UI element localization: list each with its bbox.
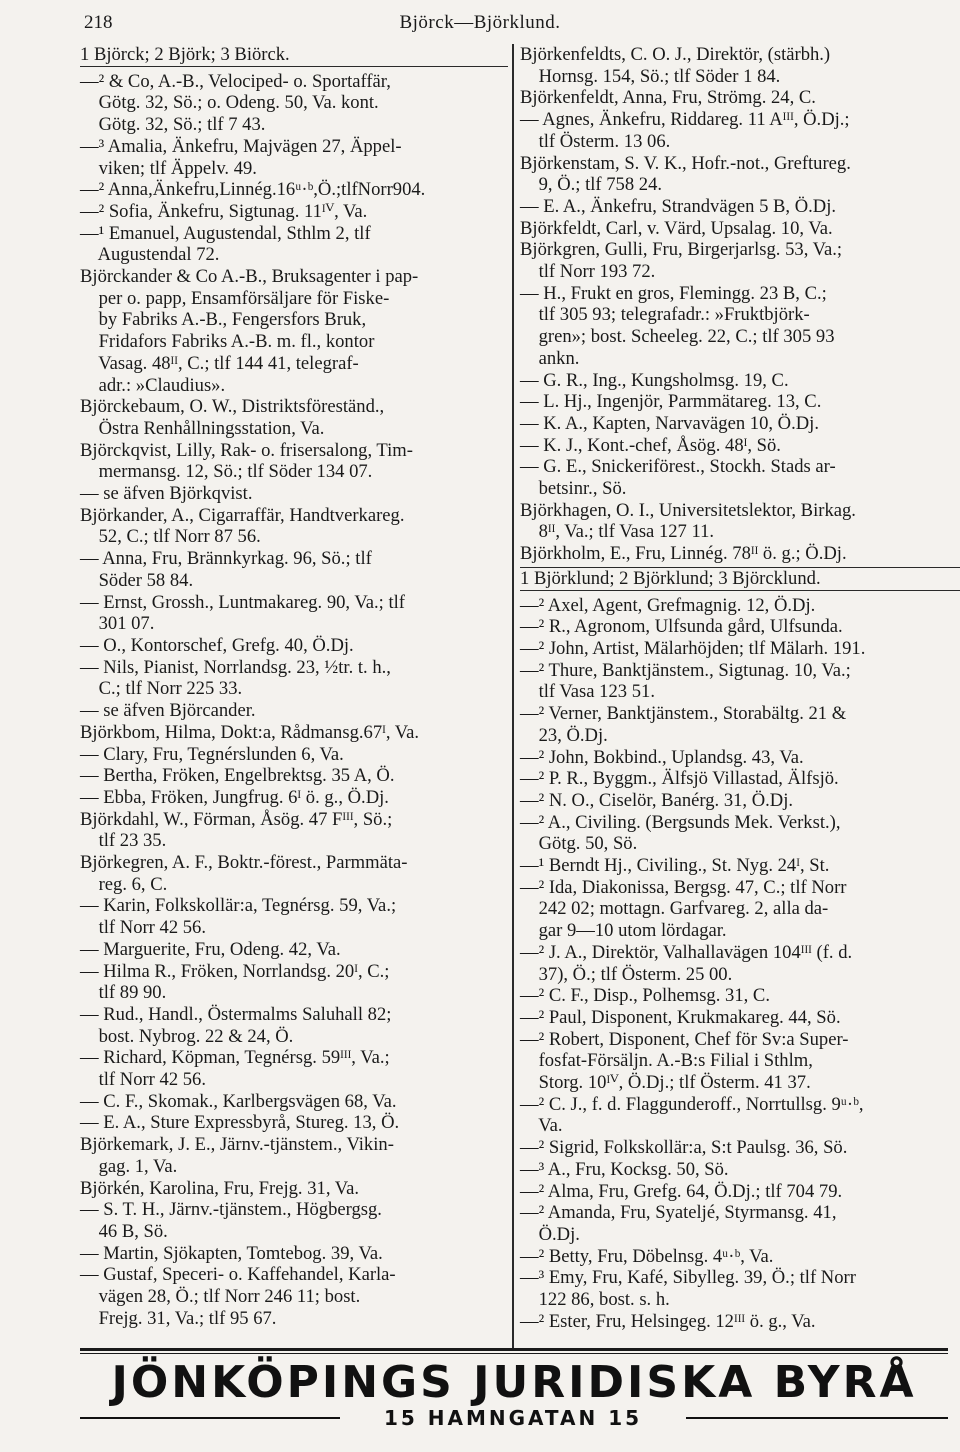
directory-entry-line: tlf Norr 42 56.	[80, 917, 207, 939]
directory-entry-line: Hornsg. 154, Sö.; tlf Söder 1 84.	[520, 65, 781, 87]
advertisement-address: 15 HAMNGATAN 15	[383, 1406, 643, 1430]
directory-entry-line: —² R., Agronom, Ulfsunda gård, Ulfsunda.	[520, 616, 843, 638]
directory-entry-line: —² Ida, Diakonissa, Bergsg. 47, C.; tlf Norr	[520, 876, 847, 898]
directory-entry-line: 37), Ö.; tlf Österm. 25 00.	[520, 963, 733, 985]
directory-entry-line: adr.: »Claudius».	[80, 374, 226, 396]
directory-entry-line: —² Sofia, Änkefru, Sigtunag. 11ᴵⱽ, Va.	[80, 200, 368, 222]
directory-entry-line: — Karin, Folkskollär:a, Tegnérsg. 59, Va.;	[80, 895, 397, 917]
directory-entry-line: tlf Österm. 13 06.	[520, 130, 671, 152]
directory-entry-line: —² & Co, A.-B., Velociped- o. Sportaffär,	[80, 70, 391, 92]
directory-entry-line: 23, Ö.Dj.	[520, 724, 608, 746]
directory-entry-line: — O., Kontorschef, Grefg. 40, Ö.Dj.	[80, 634, 354, 656]
directory-entry-line: — G. E., Snickeriförest., Stockh. Stads ar-	[520, 456, 836, 478]
directory-entry-line: —³ Amalia, Änkefru, Majvägen 27, Äppel-	[80, 135, 402, 157]
directory-entry-line: — se äfven Björkqvist.	[80, 483, 253, 505]
page-number: 218	[84, 12, 113, 33]
directory-entry-line: Björckebaum, O. W., Distriktsföreständ.,	[80, 396, 385, 418]
directory-entry-line: fosfat-Försäljn. A.-B:s Filial i Sthlm,	[520, 1050, 813, 1072]
directory-entry-line: — se äfven Björcander.	[80, 700, 256, 722]
directory-entry-line: Augustendal 72.	[80, 244, 220, 266]
directory-entry-line: —² John, Bokbind., Uplandsg. 43, Va.	[520, 746, 804, 768]
directory-entry-line: Söder 58 84.	[80, 569, 194, 591]
directory-entry-line: 301 07.	[80, 613, 155, 635]
directory-entry-line: —² Ester, Fru, Helsingeg. 12ᴵᴵᴵ ö. g., Va.	[520, 1310, 816, 1332]
directory-entry-line: Björkegren, A. F., Boktr.-förest., Parmmäta-	[80, 852, 408, 874]
directory-entry-line: 9, Ö.; tlf 758 24.	[520, 174, 663, 196]
directory-entry-line: — Agnes, Änkefru, Riddareg. 11 Aᴵᴵᴵ, Ö.Dj.;	[520, 109, 850, 131]
footer-rule-thin	[80, 1353, 948, 1354]
directory-entry-line: tlf 305 93; telegrafadr.: »Fruktbjörk-	[520, 304, 810, 326]
directory-entry-line: Björkgren, Gulli, Fru, Birgerjarlsg. 53, Va.;	[520, 239, 843, 261]
directory-entry-line: —² Amanda, Fru, Syatelјé, Styrmansg. 41,	[520, 1202, 837, 1224]
directory-entry-line: — K. A., Kapten, Narvavägen 10, Ö.Dj.	[520, 412, 819, 434]
directory-entry-line: reg. 6, C.	[80, 873, 168, 895]
directory-entry-line: —² Robert, Disponent, Chef för Sv:a Super-	[520, 1028, 849, 1050]
right-column	[520, 44, 960, 1332]
directory-entry-line: tlf 89 90.	[80, 982, 167, 1004]
directory-entry-line: Björkemark, J. E., Järnv.-tjänstem., Vikin-	[80, 1134, 394, 1156]
directory-entry-line: Götg. 32, Sö.; o. Odeng. 50, Va. kont.	[80, 92, 379, 114]
directory-entry-line: Björkander, A., Cigarraffär, Handtverkareg.	[80, 504, 405, 526]
directory-entry-line: —² Thure, Banktjänstem., Sigtunag. 10, Va.;	[520, 659, 851, 681]
directory-entry-line: gag. 1, Va.	[80, 1155, 178, 1177]
directory-entry-line: by Fabriks A.-B., Fengersfors Bruk,	[80, 309, 367, 331]
directory-entry-line: Björkenfeldt, Anna, Fru, Strömg. 24, C.	[520, 87, 816, 109]
directory-entry-line: —² John, Artist, Mälarhöjden; tlf Mälarh. 191.	[520, 637, 866, 659]
directory-entry-line: bost. Nybrog. 22 & 24, Ö.	[80, 1025, 294, 1047]
directory-entry-line: Fridafors Fabriks A.-B. m. fl., kontor	[80, 331, 375, 353]
directory-entry-line: —² C. F., Disp., Polhemsg. 31, C.	[520, 985, 770, 1007]
directory-entry-line: Björkenfeldts, C. O. J., Direktör, (stärbh.)	[520, 44, 831, 65]
directory-entry-line: Vasag. 48ᴵᴵ, C.; tlf 144 41, telegraf-	[80, 352, 359, 374]
directory-entry-line: —² Axel, Agent, Grefmagnig. 12, Ö.Dj.	[520, 594, 816, 616]
directory-entry-line: tlf Norr 42 56.	[80, 1069, 207, 1091]
directory-entry-line: 52, C.; tlf Norr 87 56.	[80, 526, 261, 548]
directory-entry-line: Götg. 50, Sö.	[520, 833, 638, 855]
advertisement-line-right	[686, 1417, 948, 1419]
directory-entry-line: 122 86, bost. s. h.	[520, 1289, 670, 1311]
directory-entry-line: Storg. 10ᴵⱽ, Ö.Dj.; tlf Österm. 41 37.	[520, 1072, 811, 1094]
directory-entry-line: — S. T. H., Järnv.-tjänstem., Högbergsg.	[80, 1199, 382, 1221]
directory-entry-line: —² Betty, Fru, Döbelnsg. 4ᵘ·ᵇ, Va.	[520, 1245, 774, 1267]
directory-entry-line: — Richard, Köpman, Tegnérsg. 59ᴵᴵᴵ, Va.;	[80, 1047, 390, 1069]
directory-entry-line: Björkenstam, S. V. K., Hofr.-not., Greftureg.	[520, 152, 851, 174]
directory-entry-line: Björckqvist, Lilly, Rak- o. frisersalong, Tim-	[80, 439, 413, 461]
directory-entry-line: —² Verner, Banktjänstem., Storabältg. 21 &	[520, 703, 847, 725]
directory-entry-line: —¹ Berndt Hj., Civiling., St. Nyg. 24ᴵ, St.	[520, 855, 830, 877]
directory-entry-line: — Anna, Fru, Brännkyrkag. 96, Sö.; tlf	[80, 548, 372, 570]
directory-entry-line: Va.	[520, 1115, 563, 1137]
directory-entry-line: —² J. A., Direktör, Valhallavägen 104ᴵᴵᴵ (f. d.	[520, 941, 853, 963]
section-heading: 1 Björck; 2 Björk; 3 Biörck.	[80, 44, 508, 67]
directory-entry-line: — Ebba, Fröken, Jungfrug. 6ᴵ ö. g., Ö.Dj.	[80, 786, 389, 808]
directory-entry-line: — Bertha, Fröken, Engelbrektsg. 35 A, Ö.	[80, 765, 395, 787]
directory-entry-line: Björkén, Karolina, Fru, Frejg. 31, Va.	[80, 1177, 360, 1199]
directory-entry-line: — Nils, Pianist, Norrlandsg. 23, ½tr. t. h.,	[80, 656, 391, 678]
directory-entry-line: Björkbom, Hilma, Dokt:a, Rådmansg.67ᴵ, Va.	[80, 721, 420, 743]
section-heading: 1 Björklund; 2 Björklund; 3 Björcklund.	[520, 567, 960, 591]
running-head: Björck—Björklund.	[399, 12, 561, 33]
directory-entry-line: Björkdahl, W., Förman, Åsög. 47 Fᴵᴵᴵ, Sö.;	[80, 808, 393, 830]
directory-entry-line: — Rud., Handl., Östermalms Saluhall 82;	[80, 1003, 392, 1025]
directory-entry-line: — C. F., Skomak., Karlbergsvägen 68, Va.	[80, 1090, 397, 1112]
directory-entry-line: — Gustaf, Speceri- o. Kaffehandel, Karla-	[80, 1264, 396, 1286]
directory-entry-line: — E. A., Sture Expressbyrå, Stureg. 13, Ö.	[80, 1112, 400, 1134]
directory-entry-line: tlf 23 35.	[80, 830, 167, 852]
directory-entry-line: —² Paul, Disponent, Krukmakareg. 44, Sö.	[520, 1006, 841, 1028]
directory-entry-line: gar 9—10 utom lördagar.	[520, 920, 727, 942]
directory-entry-line: —² Alma, Fru, Grefg. 64, Ö.Dj.; tlf 704 79.	[520, 1180, 843, 1202]
directory-entry-line: 46 B, Sö.	[80, 1220, 168, 1242]
directory-entry-line: mermansg. 12, Sö.; tlf Söder 134 07.	[80, 461, 373, 483]
column-divider	[512, 44, 514, 1348]
footer-rule	[80, 1348, 948, 1351]
directory-entry-line: tlf Norr 193 72.	[520, 261, 656, 283]
directory-entry-line: —³ Emy, Fru, Kafé, Sibylleg. 39, Ö.; tlf Norr	[520, 1267, 856, 1289]
directory-entry-line: —¹ Emanuel, Augustendal, Sthlm 2, tlf	[80, 222, 371, 244]
directory-entry-line: — Marguerite, Fru, Odeng. 42, Va.	[80, 938, 341, 960]
directory-entry-line: — H., Frukt en gros, Flemingg. 23 B, C.;	[520, 282, 827, 304]
directory-entry-line: —² P. R., Byggm., Älfsjö Villastad, Älfsjö.	[520, 768, 839, 790]
directory-entry-line: — G. R., Ing., Kungsholmsg. 19, C.	[520, 369, 789, 391]
directory-entry-line: — Ernst, Grossh., Luntmakareg. 90, Va.; tlf	[80, 591, 405, 613]
directory-entry-line: 242 02; mottagn. Garfvareg. 2, alla da-	[520, 898, 829, 920]
advertisement-line-left	[80, 1417, 340, 1419]
directory-entry-line: per o. papp, Ensamförsäljare för Fiske-	[80, 287, 390, 309]
directory-entry-line: ankn.	[520, 347, 580, 369]
directory-entry-line: viken; tlf Äppelv. 49.	[80, 157, 257, 179]
directory-entry-line: —² C. J., f. d. Flaggunderoff., Norrtullsg. 9ᵘ·ᵇ,	[520, 1093, 864, 1115]
advertisement-title: JÖNKÖPINGS JURIDISKA BYRÅ	[111, 1357, 917, 1408]
directory-entry-line: —³ A., Fru, Kocksg. 50, Sö.	[520, 1158, 729, 1180]
directory-entry-line: 8ᴵᴵ, Va.; tlf Vasa 127 11.	[520, 521, 715, 543]
directory-entry-line: — K. J., Kont.-chef, Åsög. 48ᴵ, Sö.	[520, 434, 781, 456]
directory-entry-line: Östra Renhållningsstation, Va.	[80, 417, 325, 439]
directory-entry-line: vägen 28, Ö.; tlf Norr 246 11; bost.	[80, 1286, 361, 1308]
directory-entry-line: —² N. O., Ciselör, Banérg. 31, Ö.Dj.	[520, 789, 794, 811]
directory-entry-line: —² A., Civiling. (Bergsunds Mek. Verkst.),	[520, 811, 841, 833]
directory-entry-line: Frejg. 31, Va.; tlf 95 67.	[80, 1307, 277, 1329]
directory-entry-line: — Hilma R., Fröken, Norrlandsg. 20ᴵ, C.;	[80, 960, 390, 982]
directory-entry-line: gren»; bost. Scheeleg. 22, C.; tlf 305 93	[520, 326, 835, 348]
directory-entry-line: Björckander & Co A.-B., Bruksagenter i pap-	[80, 266, 419, 288]
directory-entry-line: Björkfeldt, Carl, v. Värd, Upsalag. 10, Va.	[520, 217, 833, 239]
directory-entry-line: Ö.Dj.	[520, 1223, 580, 1245]
directory-entry-line: — E. A., Änkefru, Strandvägen 5 B, Ö.Dj.	[520, 195, 837, 217]
directory-entry-line: — Clary, Fru, Tegnérslunden 6, Va.	[80, 743, 344, 765]
left-column	[80, 44, 508, 1329]
directory-entry-line: betsinr., Sö.	[520, 478, 627, 500]
directory-entry-line: C.; tlf Norr 225 33.	[80, 678, 243, 700]
directory-entry-line: —² Anna,Änkefru,Linnég.16ᵘ·ᵇ,Ö.;tlfNorr904.	[80, 179, 426, 201]
directory-entry-line: Björkholm, E., Fru, Linnég. 78ᴵᴵ ö. g.; Ö.Dj.	[520, 543, 847, 565]
directory-entry-line: Götg. 32, Sö.; tlf 7 43.	[80, 114, 266, 136]
directory-entry-line: —² Sigrid, Folkskollär:a, S:t Paulsg. 36, Sö.	[520, 1137, 848, 1159]
directory-entry-line: tlf Vasa 123 51.	[520, 681, 655, 703]
directory-entry-line: Björkhagen, O. I., Universitetslektor, Birkag.	[520, 499, 856, 521]
directory-entry-line: — L. Hj., Ingenjör, Parmmätareg. 13, C.	[520, 391, 822, 413]
directory-entry-line: — Martin, Sjökapten, Tomtebog. 39, Va.	[80, 1242, 383, 1264]
